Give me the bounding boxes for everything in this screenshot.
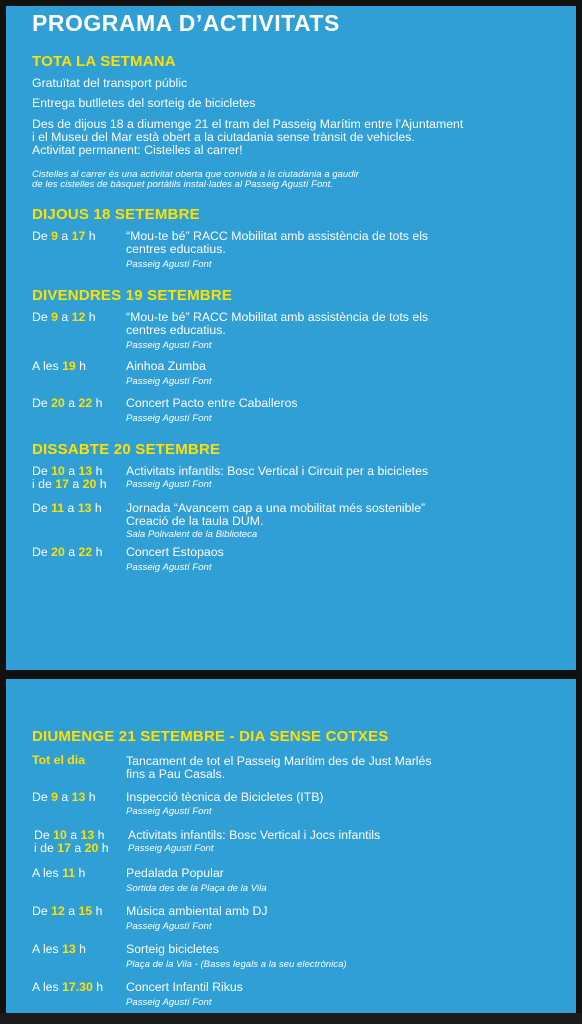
event-title: Concert Pacto entre Caballeros bbox=[126, 396, 298, 410]
event-time: De 10 a 13 h i de 17 a 20 h bbox=[32, 464, 107, 491]
week-line-transport: Gratuïtat del transport públic bbox=[32, 76, 188, 90]
program-panel-2 bbox=[6, 679, 576, 1013]
event-time: De 11 a 13 h bbox=[32, 501, 102, 515]
all-day-label: Tot el dia bbox=[32, 753, 86, 767]
week-note-1: Cistelles al carrer és una activitat oberta que convida a la ciutadania a gaudir bbox=[32, 169, 359, 180]
event-location: Passeig Agustí Font bbox=[126, 921, 212, 932]
event-location: Sortida des de la Plaça de la Vila bbox=[126, 883, 267, 894]
event-location: Passeig Agustí Font bbox=[126, 376, 212, 387]
event-title: Sorteig bicicletes bbox=[126, 942, 219, 956]
event-title: Ainhoa Zumba bbox=[126, 359, 206, 373]
event-location: Plaça de la Vila - (Bases legals a la seu electrònica) bbox=[126, 959, 347, 970]
week-note-2: de les cistelles de bàsquet portàtils instal·lades al Passeig Agustí Font. bbox=[32, 179, 333, 190]
program-panel-1 bbox=[6, 6, 576, 670]
week-para-3: Activitat permanent: Cistelles al carrer! bbox=[32, 143, 243, 157]
event-title: Activitats infantils: Bosc Vertical i Jocs infantils bbox=[128, 828, 381, 842]
event-time: A les 17.30 h bbox=[32, 980, 104, 994]
event-title: Pedalada Popular bbox=[126, 866, 224, 880]
event-title: Tancament de tot el Passeig Marítim des de Just Marlés fins a Pau Casals. bbox=[126, 754, 432, 781]
page-title: PROGRAMA D’ACTIVITATS bbox=[32, 10, 340, 36]
event-time: De 9 a 13 h bbox=[32, 790, 96, 804]
week-heading: TOTA LA SETMANA bbox=[32, 53, 176, 70]
event-location: Passeig Agustí Font bbox=[126, 562, 212, 573]
event-location: Sala Polivalent de la Biblioteca bbox=[126, 529, 258, 540]
event-location: Passeig Agustí Font bbox=[126, 413, 212, 424]
event-time: De 12 a 15 h bbox=[32, 904, 103, 918]
event-title: “Mou-te bé” RACC Mobilitat amb assistència de tots els centres educatius. bbox=[126, 310, 429, 337]
event-time: A les 19 h bbox=[32, 359, 87, 373]
event-location: Passeig Agustí Font bbox=[126, 806, 212, 817]
event-location: Passeig Agustí Font bbox=[126, 997, 212, 1008]
event-time: A les 11 h bbox=[32, 866, 86, 880]
event-title: “Mou-te bé” RACC Mobilitat amb assistència de tots els centres educatius. bbox=[126, 229, 429, 256]
event-location: Passeig Agustí Font bbox=[126, 259, 212, 270]
event-title: Concert Estopaos bbox=[126, 545, 224, 559]
week-para-1: Des de dijous 18 a diumenge 21 el tram del Passeig Marítim entre l’Ajuntament bbox=[32, 117, 464, 131]
event-title: Activitats infantils: Bosc Vertical i Circuit per a bicicletes bbox=[126, 464, 429, 478]
bottom-edge bbox=[0, 1013, 582, 1024]
event-title: Jornada “Avancem cap a una mobilitat més sostenible” Creació de la taula DUM. bbox=[126, 501, 426, 528]
event-title: Música ambiental amb DJ bbox=[126, 904, 268, 918]
event-title: Concert Infantil Rikus bbox=[126, 980, 243, 994]
saturday-heading: DISSABTE 20 SETEMBRE bbox=[32, 441, 221, 458]
sunday-heading: DIUMENGE 21 SETEMBRE - DIA SENSE COTXES bbox=[32, 728, 389, 745]
event-location: Passeig Agustí Font bbox=[126, 340, 212, 351]
friday-heading: DIVENDRES 19 SETEMBRE bbox=[32, 287, 233, 304]
event-time: De 10 a 13 h i de 17 a 20 h bbox=[34, 828, 109, 855]
week-para-2: i el Museu del Mar està obert a la ciutadania sense trànsit de vehicles. bbox=[32, 130, 415, 144]
event-time: De 9 a 12 h bbox=[32, 310, 96, 324]
event-title: Inspecció tècnica de Bicicletes (ITB) bbox=[126, 790, 324, 804]
event-location: Passeig Agustí Font bbox=[128, 843, 214, 854]
week-line-tickets: Entrega butlletes del sorteig de bicicletes bbox=[32, 96, 256, 110]
event-time: De 20 a 22 h bbox=[32, 545, 103, 559]
event-location: Passeig Agustí Font bbox=[126, 479, 212, 490]
event-time: De 9 a 17 h bbox=[32, 229, 96, 243]
thursday-heading: DIJOUS 18 SETEMBRE bbox=[32, 206, 200, 223]
event-time: De 20 a 22 h bbox=[32, 396, 103, 410]
event-time: A les 13 h bbox=[32, 942, 87, 956]
